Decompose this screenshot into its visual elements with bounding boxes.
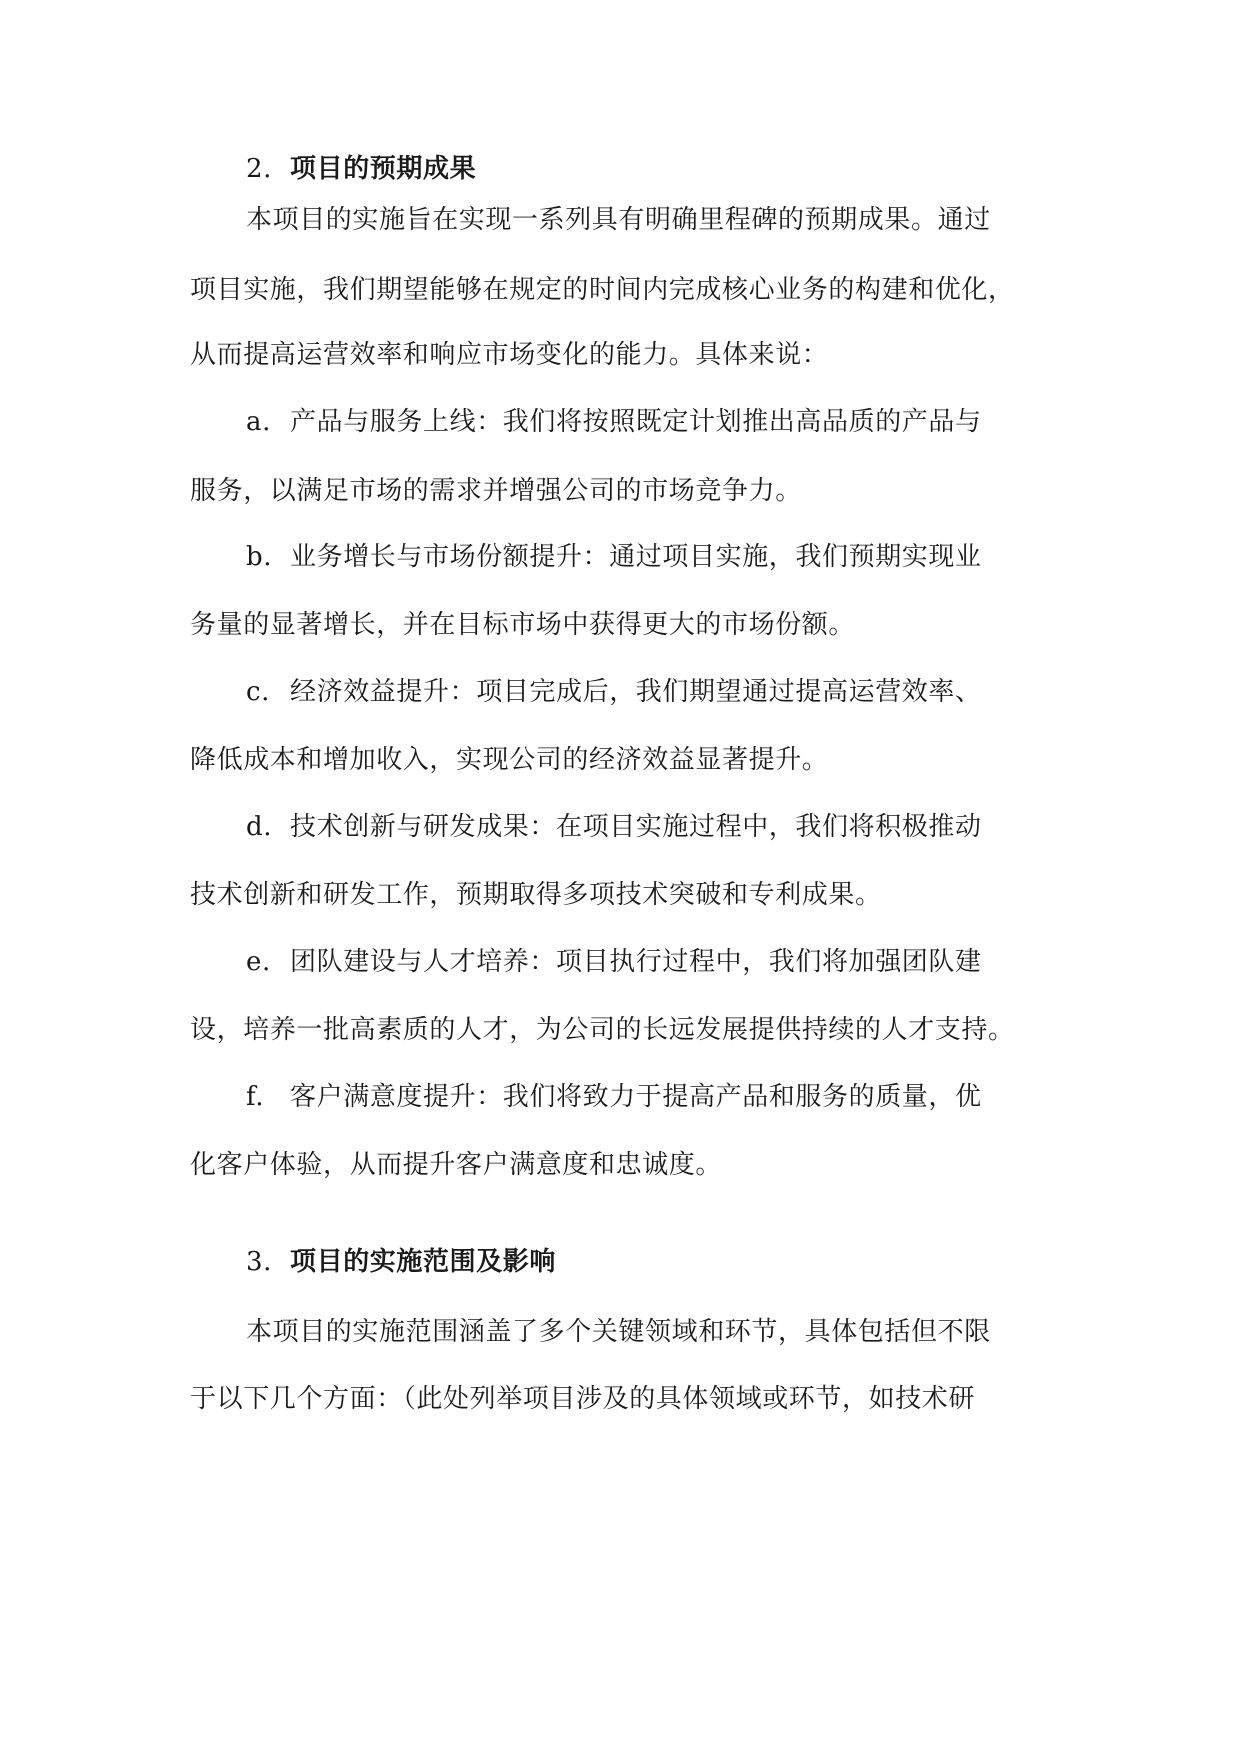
list-item-c-marker: c. bbox=[246, 677, 271, 707]
list-item-a-text-1: 产品与服务上线：我们将按照既定计划推出高品质的产品与 bbox=[290, 407, 982, 437]
list-item-d-line-2: 技术创新和研发工作，预期取得多项技术突破和专利成果。 bbox=[190, 880, 882, 910]
list-item-b-marker: b. bbox=[246, 542, 273, 572]
section-3-intro-line-2: 于以下几个方面：（此处列举项目涉及的具体领域或环节，如技术研 bbox=[190, 1384, 976, 1414]
list-item-f-text-1: 客户满意度提升：我们将致力于提高产品和服务的质量，优 bbox=[290, 1082, 982, 1112]
list-item-e-marker: e. bbox=[246, 947, 271, 977]
section-2-number: 2. bbox=[246, 154, 273, 184]
list-item-b-line-2: 务量的显著增长，并在目标市场中获得更大的市场份额。 bbox=[190, 610, 856, 640]
section-3-heading bbox=[246, 1245, 556, 1279]
section-3-intro-line-1: 本项目的实施范围涵盖了多个关键领域和环节，具体包括但不限 bbox=[246, 1317, 991, 1347]
list-item-a-line-1 bbox=[246, 405, 1070, 439]
list-item-e-line-2: 设，培养一批高素质的人才，为公司的长远发展提供持续的人才支持。 bbox=[190, 1015, 1015, 1045]
list-item-d-marker: d. bbox=[246, 812, 273, 842]
list-item-d-text-1: 技术创新与研发成果：在项目实施过程中，我们将积极推动 bbox=[290, 812, 982, 842]
list-item-c-line-1 bbox=[246, 675, 1070, 709]
section-3-number: 3. bbox=[246, 1247, 273, 1277]
list-item-e-text-1: 团队建设与人才培养：项目执行过程中，我们将加强团队建 bbox=[290, 947, 982, 977]
list-item-c-line-2: 降低成本和增加收入，实现公司的经济效益显著提升。 bbox=[190, 745, 829, 775]
list-item-b-text-1: 业务增长与市场份额提升：通过项目实施，我们预期实现业 bbox=[290, 542, 982, 572]
list-item-b-line-1 bbox=[246, 540, 1070, 574]
list-item-e-line-1 bbox=[246, 945, 1070, 979]
section-2-intro-line-1: 本项目的实施旨在实现一系列具有明确里程碑的预期成果。通过 bbox=[246, 205, 991, 235]
list-item-d-line-1 bbox=[246, 810, 1070, 844]
list-item-f-line-1 bbox=[246, 1080, 1070, 1114]
section-2-intro-line-3: 从而提高运营效率和响应市场变化的能力。具体来说： bbox=[190, 340, 829, 370]
section-2-heading bbox=[246, 152, 476, 186]
list-item-c-text-1: 经济效益提升：项目完成后，我们期望通过提高运营效率、 bbox=[290, 677, 982, 707]
list-item-f-marker: f. bbox=[246, 1082, 265, 1112]
section-2-title: 项目的预期成果 bbox=[290, 154, 477, 184]
section-3-title: 项目的实施范围及影响 bbox=[290, 1247, 557, 1277]
section-2-intro-line-2: 项目实施，我们期望能够在规定的时间内完成核心业务的构建和优化， bbox=[190, 275, 1015, 305]
list-item-f-line-2: 化客户体验，从而提升客户满意度和忠诚度。 bbox=[190, 1150, 723, 1180]
list-item-a-marker: a. bbox=[246, 407, 271, 437]
list-item-a-line-2: 服务，以满足市场的需求并增强公司的市场竞争力。 bbox=[190, 476, 802, 506]
